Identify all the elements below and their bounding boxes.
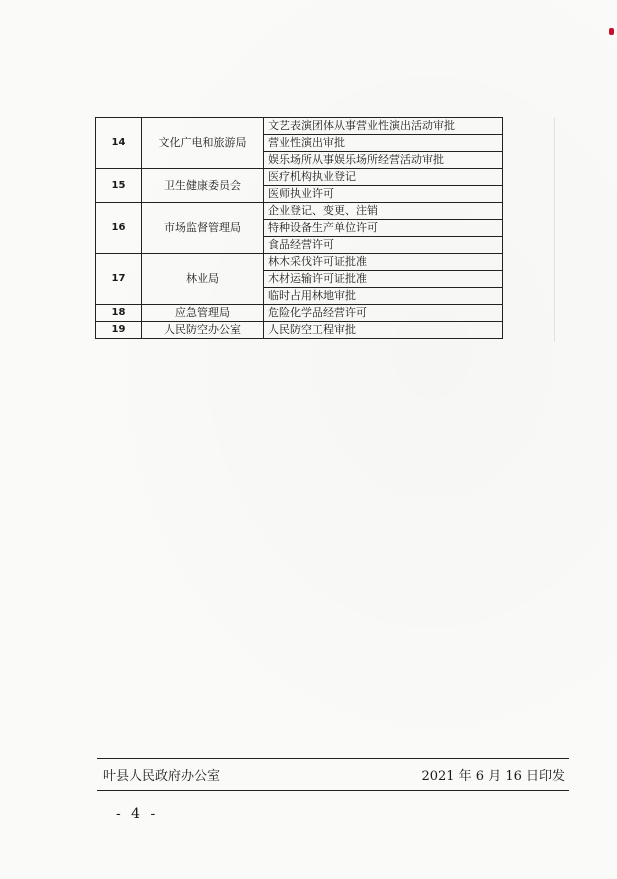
approval-item: 文艺表演团体从事营业性演出活动审批 [264,118,503,135]
footer-issuer: 叶县人民政府办公室 [103,769,221,784]
table-row [96,322,503,339]
bleed-through-column [502,117,555,342]
footer-print-date: 2021 年 6 月 16 日印发 [421,769,565,784]
approval-item: 临时占用林地审批 [264,288,503,305]
department-name: 卫生健康委员会 [142,169,264,203]
row-number: 17 [96,254,142,305]
table-body [96,118,503,339]
red-ink-mark [609,28,614,35]
table-row [96,118,503,135]
approval-item: 医疗机构执业登记 [264,169,503,186]
approval-item: 特种设备生产单位许可 [264,220,503,237]
footer-bottom-rule [97,790,569,791]
department-name: 应急管理局 [142,305,264,322]
page-number: - 4 - [116,806,159,822]
department-name: 文化广电和旅游局 [142,118,264,169]
department-name: 市场监督管理局 [142,203,264,254]
table-row [96,305,503,322]
approval-item: 娱乐场所从事娱乐场所经营活动审批 [264,152,503,169]
approval-item: 林木采伐许可证批准 [264,254,503,271]
department-name: 林业局 [142,254,264,305]
table-row [96,203,503,220]
approval-item: 危险化学品经营许可 [264,305,503,322]
approval-item: 企业登记、变更、注销 [264,203,503,220]
table-row [96,169,503,186]
row-number: 14 [96,118,142,169]
approval-item: 医师执业许可 [264,186,503,203]
approval-item: 食品经营许可 [264,237,503,254]
row-number: 16 [96,203,142,254]
approval-item: 营业性演出审批 [264,135,503,152]
approval-item: 木材运输许可证批准 [264,271,503,288]
footer-top-rule [97,758,569,759]
row-number: 18 [96,305,142,322]
row-number: 19 [96,322,142,339]
row-number: 15 [96,169,142,203]
table-row [96,254,503,271]
department-name: 人民防空办公室 [142,322,264,339]
approval-items-table [95,117,503,339]
approval-item: 人民防空工程审批 [264,322,503,339]
